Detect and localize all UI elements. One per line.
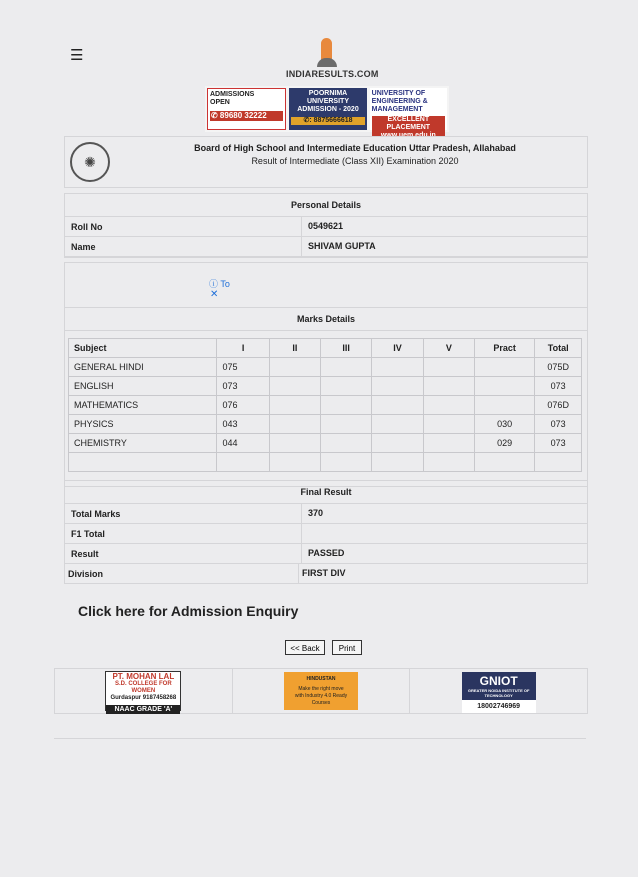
sponsor-text: S.D. COLLEGE FOR WOMEN [114, 681, 172, 694]
exam-title: Result of Intermediate (Class XII) Examination 2020 [251, 156, 459, 166]
sponsor-cell [55, 669, 233, 713]
roll-label: Roll No [71, 221, 103, 232]
table-cell [269, 453, 320, 472]
admission-enquiry-link[interactable]: Click here for Admission Enquiry [78, 603, 299, 619]
table-cell [320, 434, 371, 453]
result-value: PASSED [301, 544, 587, 563]
table-row [69, 415, 582, 434]
personal-details [64, 193, 588, 258]
ad-phone: ✆ 89680 32222 [210, 111, 283, 121]
total-value: 370 [301, 504, 587, 523]
sponsor-text: GNIOT [479, 674, 518, 688]
table-cell: 029 [474, 434, 534, 453]
table-cell [372, 453, 424, 472]
table-cell [423, 434, 474, 453]
column-header: I [217, 339, 269, 358]
table-cell [535, 453, 582, 472]
ad-text: UNIVERSITY OF [371, 90, 426, 97]
table-cell [372, 377, 424, 396]
sponsor-phone: 18002746969 [462, 700, 536, 713]
ad-text: ADMISSION - 2020 [297, 106, 359, 113]
sponsor-banner [54, 668, 588, 714]
sponsor-text: Gurdaspur 9187458268 [110, 695, 177, 701]
table-cell: 073 [535, 377, 582, 396]
table-cell: 030 [474, 415, 534, 434]
table-header-row [69, 339, 582, 358]
column-header: IV [372, 339, 424, 358]
division-label: Division [68, 568, 104, 579]
table-row [69, 358, 582, 377]
sponsor-mohan-lal[interactable] [105, 671, 181, 711]
table-cell: 075D [535, 358, 582, 377]
hamburger-menu-icon[interactable]: ☰ [70, 47, 84, 64]
f1-label: F1 Total [71, 528, 105, 539]
table-cell [320, 453, 371, 472]
table-row [69, 453, 582, 472]
table-cell: ENGLISH [69, 377, 217, 396]
table-cell: 073 [535, 415, 582, 434]
top-ad-banner [205, 86, 449, 132]
table-cell [474, 453, 534, 472]
ad-info-icon[interactable]: ⓘ To [209, 279, 230, 289]
table-cell: 044 [217, 434, 269, 453]
column-header: Total [535, 339, 582, 358]
sponsor-text: PT. MOHAN LAL [112, 672, 175, 681]
result-row [65, 544, 587, 564]
column-header: II [269, 339, 320, 358]
sponsor-hindustan[interactable] [284, 672, 358, 710]
sponsor-gniot[interactable] [462, 672, 536, 710]
up-emblem-icon: ✺ [70, 142, 110, 182]
table-cell [423, 415, 474, 434]
table-row [69, 396, 582, 415]
section-title: Marks Details [65, 308, 587, 331]
table-cell [320, 396, 371, 415]
table-cell [372, 358, 424, 377]
total-label: Total Marks [71, 508, 121, 519]
table-cell [423, 377, 474, 396]
table-cell [69, 453, 217, 472]
table-cell: 076D [535, 396, 582, 415]
table-cell [474, 396, 534, 415]
sponsor-text: GREATER NOIDA INSTITUTE OF TECHNOLOGY [467, 688, 530, 698]
divider [54, 738, 586, 739]
board-header [64, 136, 588, 188]
table-cell [320, 377, 371, 396]
division-value: FIRST DIV [298, 564, 587, 583]
ad-poornima[interactable] [289, 88, 366, 130]
table-cell: 073 [535, 434, 582, 453]
table-cell [474, 377, 534, 396]
table-row [69, 377, 582, 396]
logo-text: INDIARESULTS.COM [286, 69, 379, 79]
table-cell: 075 [217, 358, 269, 377]
table-cell [423, 358, 474, 377]
name-row [65, 237, 587, 257]
division-row [65, 564, 587, 583]
table-cell: PHYSICS [69, 415, 217, 434]
f1-row [65, 524, 587, 544]
result-label: Result [71, 548, 99, 559]
table-cell [372, 415, 424, 434]
table-cell [320, 415, 371, 434]
sponsor-text: HINDUSTAN [306, 676, 336, 682]
ad-text: OPEN [210, 99, 230, 106]
ad-slot [64, 262, 588, 308]
total-row [65, 504, 587, 524]
sponsor-text: Courses [311, 700, 331, 706]
table-cell [423, 453, 474, 472]
sponsor-text: Make the right move [298, 686, 344, 692]
ad-text: UNIVERSITY [306, 98, 349, 105]
column-header: Subject [69, 339, 217, 358]
table-cell [269, 415, 320, 434]
ad-text: EXCELLENT PLACEMENT [372, 116, 445, 132]
section-title: Personal Details [65, 194, 587, 217]
sponsor-text: with Industry 4.0 Ready [294, 693, 348, 699]
ad-text: ADMISSIONS [210, 91, 255, 98]
sponsor-cell [233, 669, 411, 713]
table-cell [269, 358, 320, 377]
print-button[interactable]: Print [332, 640, 362, 655]
table-cell [474, 358, 534, 377]
table-row [69, 434, 582, 453]
ad-close-icon[interactable]: ✕ [210, 289, 219, 300]
sponsor-text: NAAC GRADE 'A' [106, 705, 180, 714]
ad-uem[interactable] [370, 88, 447, 130]
table-cell: GENERAL HINDI [69, 358, 217, 377]
logo-mark-icon [317, 38, 337, 68]
table-cell: 073 [217, 377, 269, 396]
table-cell [269, 396, 320, 415]
name-label: Name [71, 241, 96, 252]
marks-table [68, 338, 582, 472]
ad-phone: ✆: 8875666618 [291, 117, 364, 125]
ad-text: ENGINEERING & [371, 98, 428, 105]
ad-admissions-open[interactable] [207, 88, 286, 130]
table-cell [372, 396, 424, 415]
ad-text: POORNIMA [308, 90, 348, 97]
table-cell [320, 358, 371, 377]
site-logo[interactable] [286, 38, 379, 79]
board-name: Board of High School and Intermediate Education Uttar Pradesh, Allahabad [194, 143, 516, 153]
section-title: Final Result [65, 481, 587, 504]
table-cell [217, 453, 269, 472]
column-header: III [320, 339, 371, 358]
sponsor-cell [410, 669, 587, 713]
final-result [64, 480, 588, 584]
table-cell [423, 396, 474, 415]
table-cell [372, 434, 424, 453]
table-cell: 076 [217, 396, 269, 415]
roll-value: 0549621 [301, 217, 587, 236]
table-cell [269, 377, 320, 396]
name-value: SHIVAM GUPTA [301, 237, 587, 256]
table-cell: MATHEMATICS [69, 396, 217, 415]
column-header: V [423, 339, 474, 358]
table-cell: CHEMISTRY [69, 434, 217, 453]
back-button[interactable]: << Back [285, 640, 325, 655]
roll-row [65, 217, 587, 237]
column-header: Pract [474, 339, 534, 358]
table-cell [269, 434, 320, 453]
table-cell: 043 [217, 415, 269, 434]
f1-value [301, 524, 587, 543]
ad-text: MANAGEMENT [371, 106, 423, 113]
